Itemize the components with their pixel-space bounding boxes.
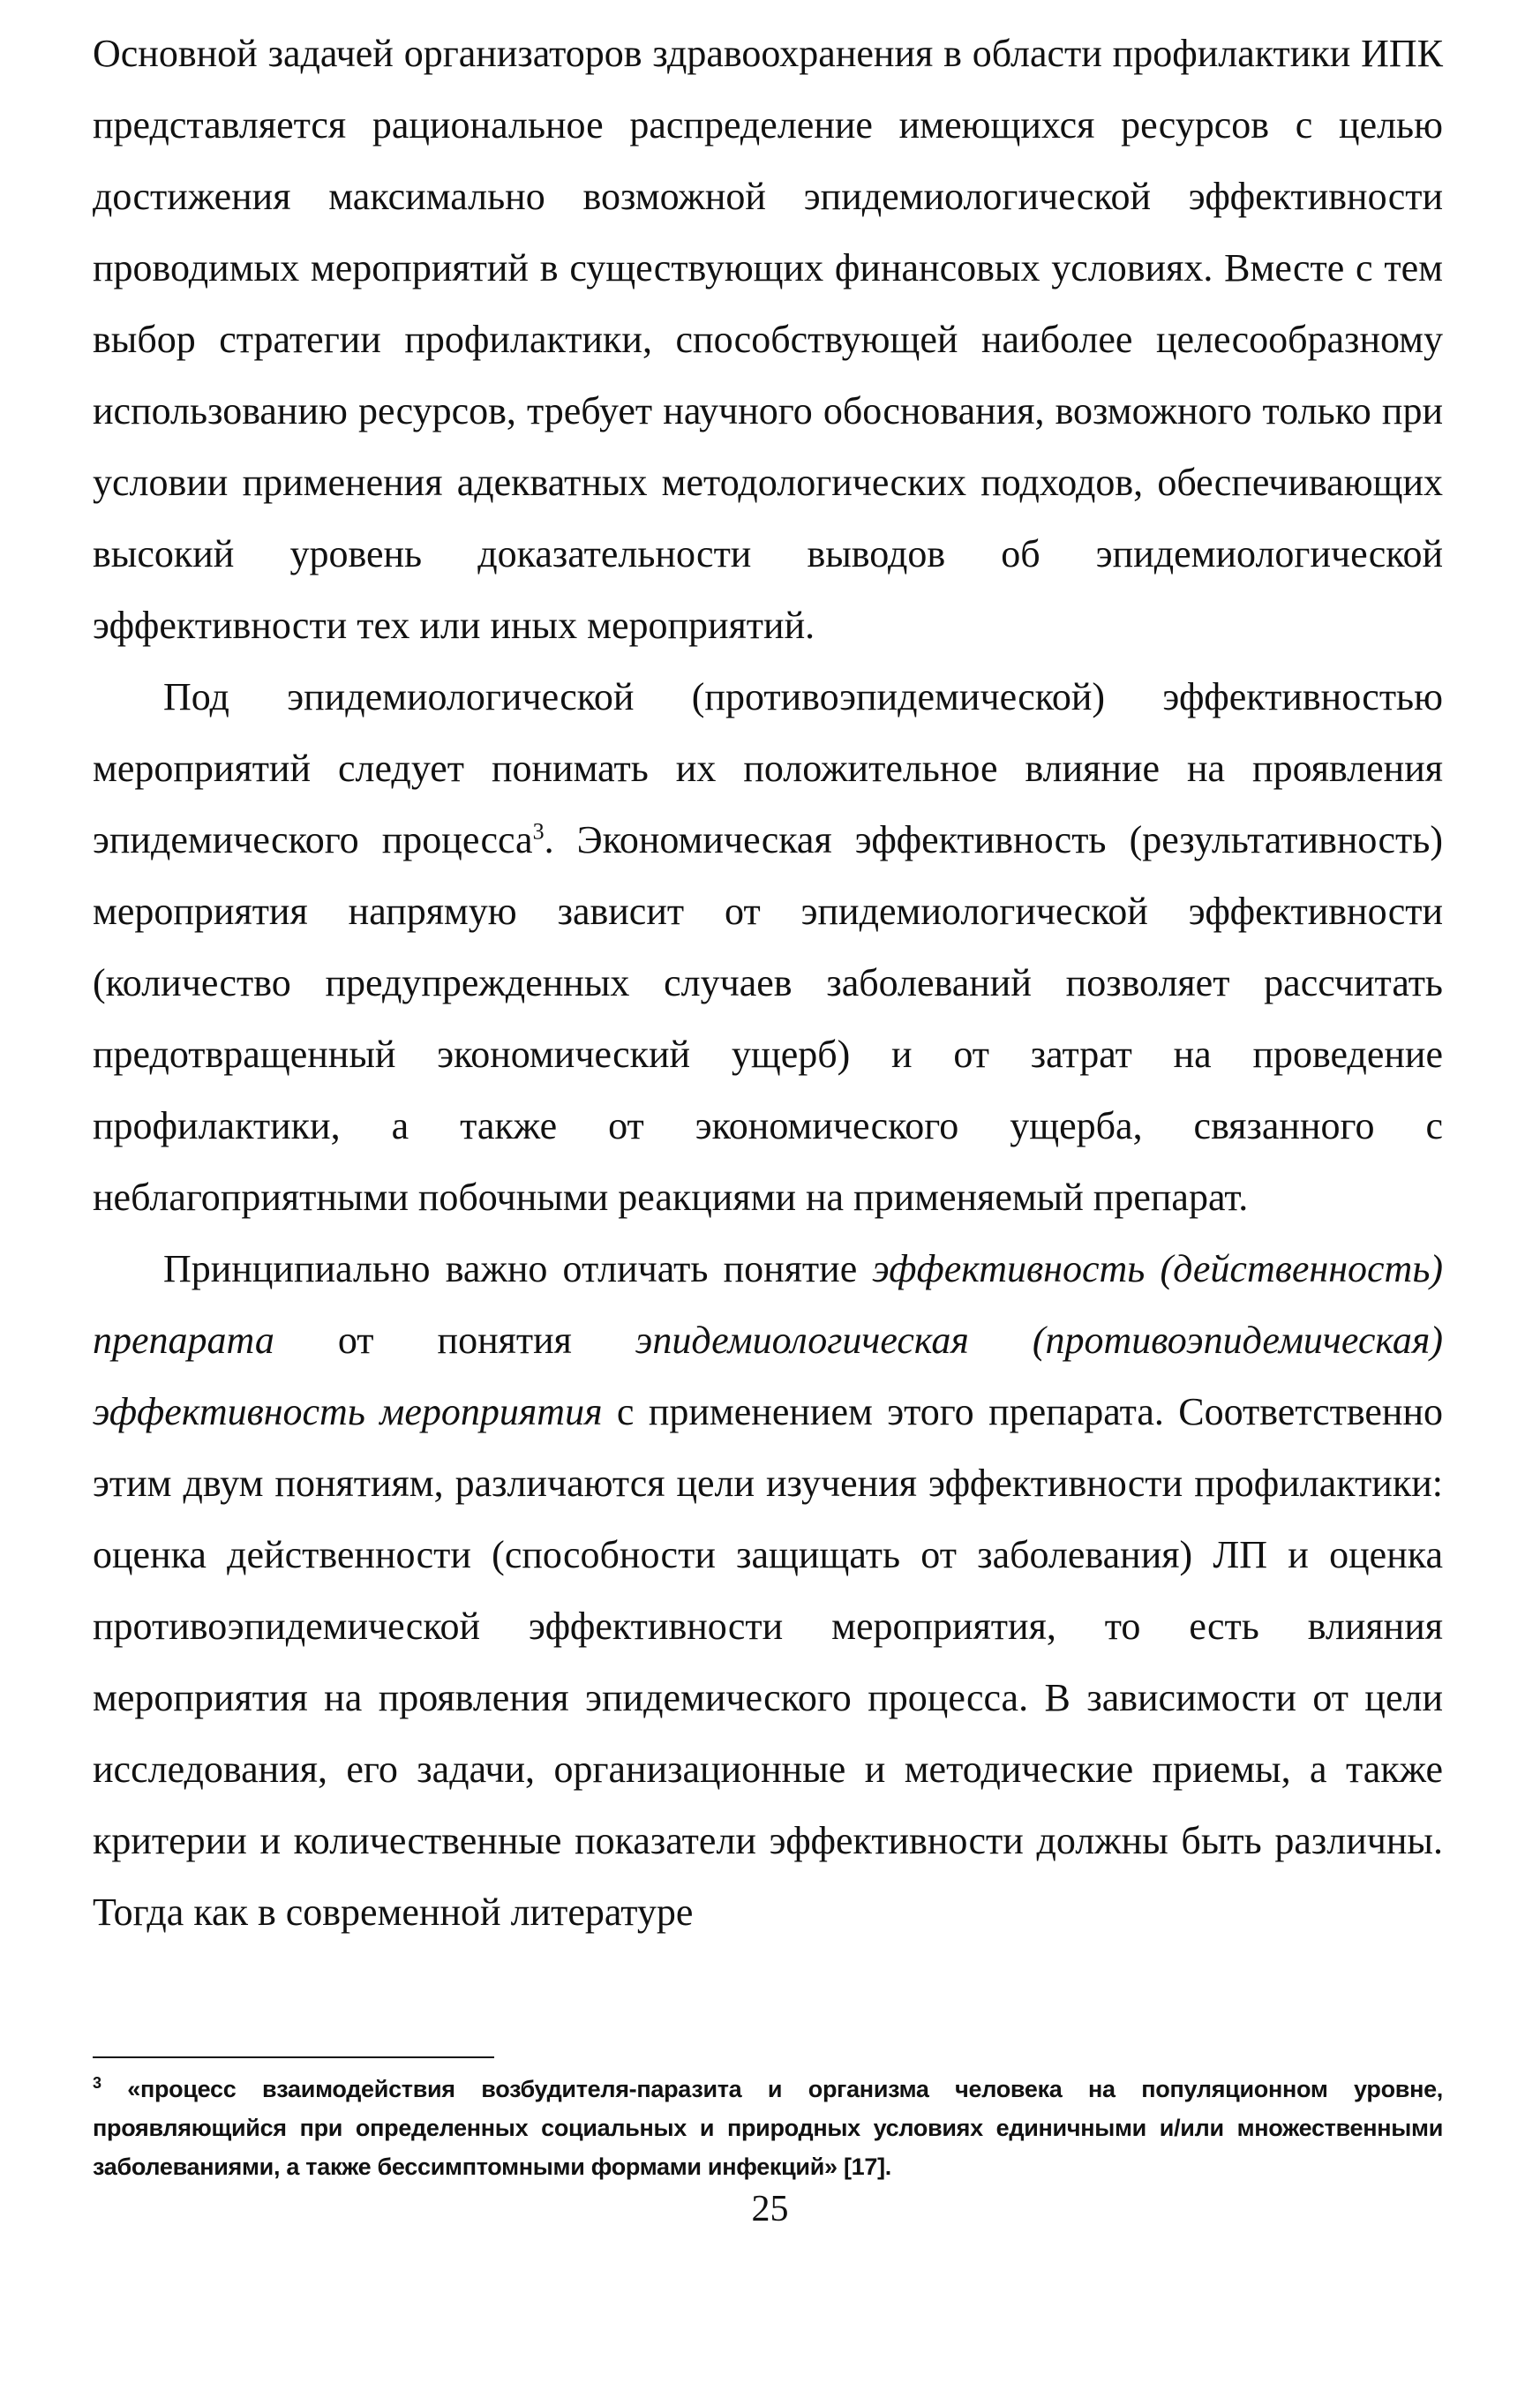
- footnote: [93, 2070, 1443, 2186]
- paragraph-1: [93, 18, 1443, 661]
- paragraph-2-text-start: Под эпидемиологической (противоэпидемической) эффективностью мероприятий следует понимать их положительное влияние на проявления эпидемического процесса: [93, 675, 1443, 861]
- document-body: [93, 18, 1443, 1948]
- footnote-marker: 3: [93, 2074, 101, 2092]
- paragraph-3: [93, 1233, 1443, 1948]
- paragraph-2-text-end: . Экономическая эффективность (результативность) мероприятия напрямую зависит от эпидемиологической эффективности (количество предупрежденных случаев заболеваний позволяет рассчитать предотвращенный экономический ущерб) и от затрат на проведение профилактики, а также от экономического ущерба, связанного с неблагоприятными побочными реакциями на применяемый препарат.: [93, 818, 1443, 1219]
- footnote-text: «процесс взаимодействия возбудителя-паразита и организма человека на популяционном уровне, проявляющийся при определенных социальных и природных условиях единичными и/или множественными заболеваниями, а также бессимптомными формами инфекций» [17].: [93, 2076, 1443, 2180]
- page-number: 25: [751, 2189, 789, 2229]
- paragraph-1-text: Основной задачей организаторов здравоохранения в области профилактики ИПК представляется рациональное распределение имеющихся ресурсов с целью достижения максимально возможной эпидемиологической эффективности проводимых мероприятий в существующих финансовых условиях. Вместе с тем выбор стратегии профилактики, способствующей наиболее целесообразному использованию ресурсов, требует научного обоснования, возможного только при условии применения адекватных методологических подходов, обеспечивающих высокий уровень доказательности выводов об эпидемиологической эффективности тех или иных мероприятий.: [93, 32, 1443, 647]
- footnote-divider: [93, 2056, 494, 2058]
- paragraph-2: [93, 661, 1443, 1233]
- term-epidemiological-effectiveness: эпидемиологическая (противоэпидемическая) эффективность мероприятия: [93, 1319, 1443, 1433]
- footnote-reference: 3: [532, 818, 545, 845]
- term-drug-efficacy: эффективность (действенность) препарата: [93, 1247, 1443, 1362]
- paragraph-3-text-1: Принципиально важно отличать понятие: [163, 1247, 873, 1290]
- paragraph-3-text-2: от понятия: [274, 1319, 635, 1362]
- paragraph-3-text-3: с применением этого препарата. Соответственно этим двум понятиям, различаются цели изучения эффективности профилактики: оценка действенности (способности защищать от заболевания) ЛП и оценка противоэпидемической эффективности мероприятия, то есть влияния мероприятия на проявления эпидемического процесса. В зависимости от цели исследования, его задачи, организационные и методические приемы, а также критерии и количественные показатели эффективности должны быть различны. Тогда как в современной литературе: [93, 1390, 1443, 1934]
